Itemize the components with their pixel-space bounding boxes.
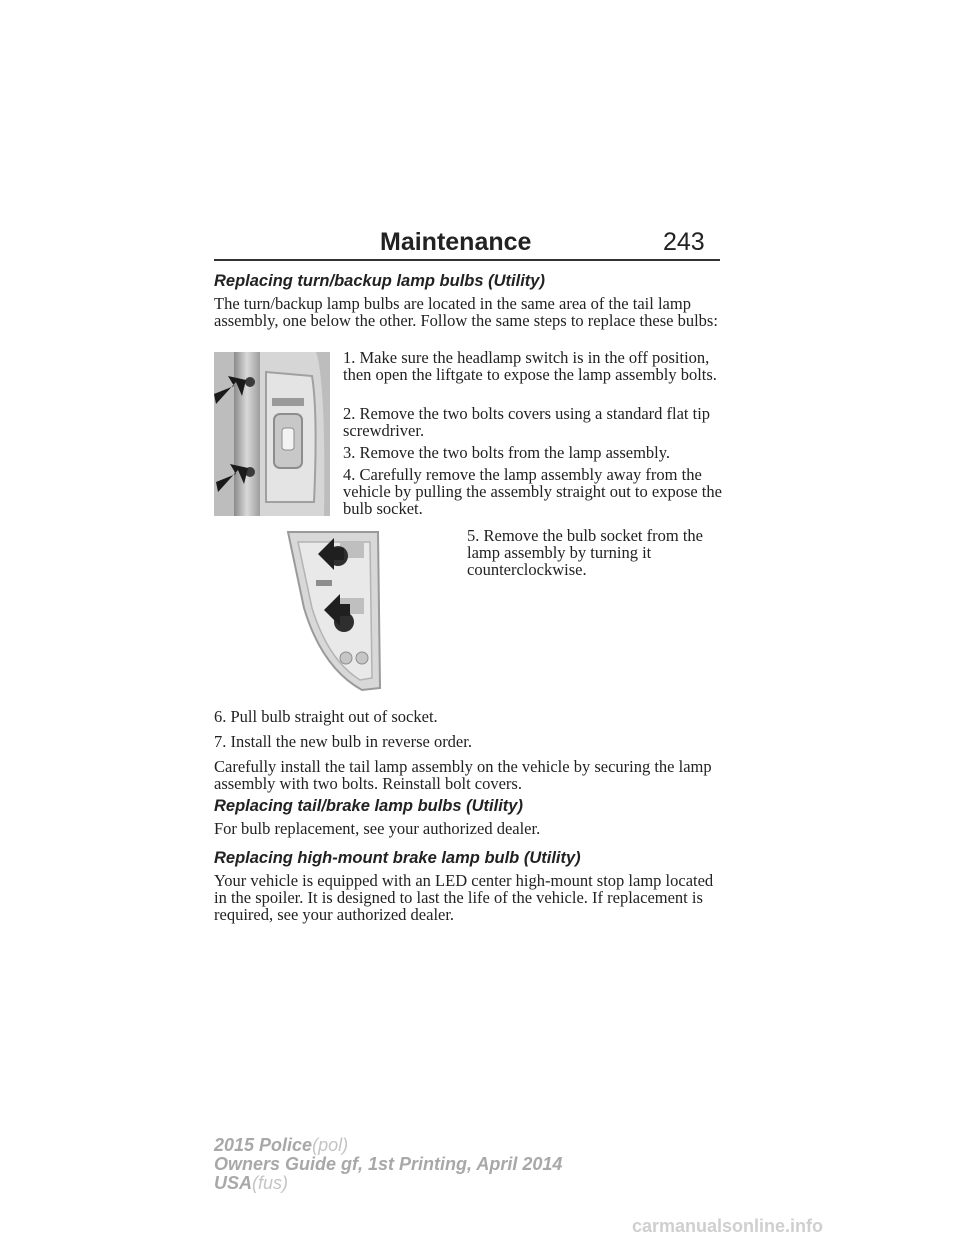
footer-market-code: (fus) [252,1173,289,1193]
header-divider [214,259,720,261]
section-heading-turn-backup: Replacing turn/backup lamp bulbs (Utility) [214,272,545,290]
step-5: 5. Remove the bulb socket from the lamp assembly by turning it counterclockwise. [467,526,703,579]
step-3: 3. Remove the two bolts from the lamp assembly. [343,443,671,462]
footer-model-code: (pol) [312,1135,349,1155]
step-4: 4. Carefully remove the lamp assembly away from the vehicle by pulling the assembly straight out to expose the bulb socket. [343,465,722,518]
intro-paragraph: The turn/backup lamp bulbs are located in the same area of the tail lamp assembly, one below the other. Follow the same steps to replace these bulbs: [214,294,718,330]
watermark: carmanualsonline.info [632,1216,824,1236]
closing-paragraph: Carefully install the tail lamp assembly on the vehicle by securing the lamp assembly with two bolts. Reinstall bolt covers. [214,757,712,793]
footer-model: 2015 Police [214,1135,313,1155]
section-heading-high-mount: Replacing high-mount brake lamp bulb (Utility) [214,849,581,867]
step-1: 1. Make sure the headlamp switch is in the off position, then open the liftgate to expose the lamp assembly bolts. [343,348,717,384]
page-number: 243 [663,228,705,256]
step-7: 7. Install the new bulb in reverse order. [214,732,472,751]
tail-lamp-bolts-illustration [214,352,330,516]
footer-print-info [214,1136,562,1193]
bulb-socket-illustration [282,528,386,692]
section-heading-tail-brake: Replacing tail/brake lamp bulbs (Utility) [214,797,523,815]
page-title: Maintenance [380,228,532,256]
step-2: 2. Remove the two bolts covers using a standard flat tip screwdriver. [343,404,711,440]
step-6: 6. Pull bulb straight out of socket. [214,707,438,726]
footer-market: USA [214,1173,253,1193]
tail-brake-paragraph: For bulb replacement, see your authorized dealer. [214,819,541,838]
high-mount-paragraph: Your vehicle is equipped with an LED center high-mount stop lamp located in the spoiler. It is designed to last the life of the vehicle. If replacement is required, see your authorized dealer. [214,871,714,924]
footer-edition: Owners Guide gf, 1st Printing, April 2014 [214,1154,563,1174]
